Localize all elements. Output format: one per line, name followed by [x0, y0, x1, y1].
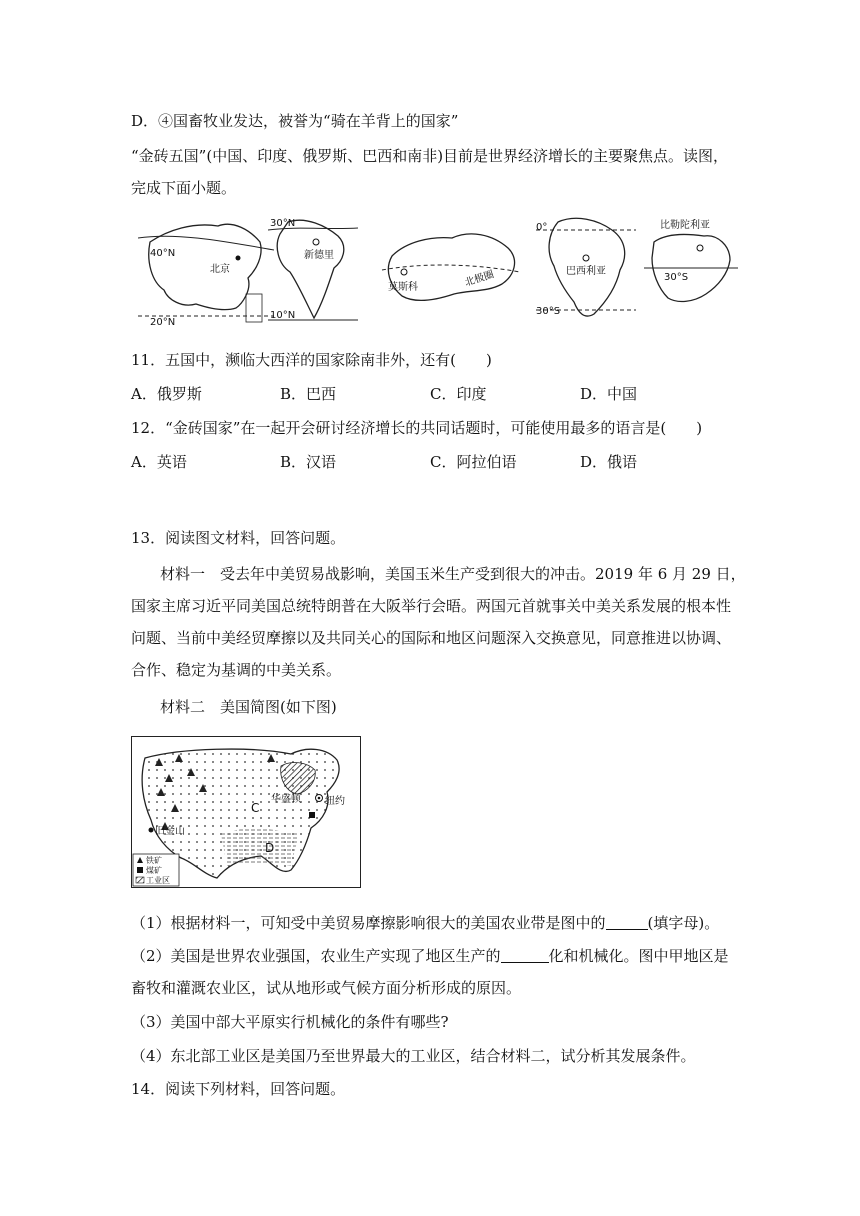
q13-material2: 材料二 美国简图(如下图)	[160, 698, 337, 716]
q13-sub4: （4）东北部工业区是美国乃至世界最大的工业区，结合材料二，试分析其发展条件。	[131, 1047, 696, 1065]
q12-option-b: B．汉语	[280, 453, 337, 471]
q13-material1-line4: 合作、稳定为基调的中美关系。	[131, 661, 342, 679]
q11-option-d: D．中国	[580, 385, 638, 403]
q12-option-d: D．俄语	[580, 453, 638, 471]
q14-stem: 14．阅读下列材料，回答问题。	[131, 1080, 346, 1098]
brazil-map	[536, 212, 636, 330]
us-label-dc: 华盛顿	[271, 794, 301, 805]
q13-sub1-post: (填字母)。	[647, 914, 720, 932]
q13-sub2-pre: （2）美国是世界农业强国，农业生产实现了地区生产的	[131, 947, 501, 965]
india-lat-10: 10°N	[270, 310, 296, 321]
q13-sub2-post: 化和机械化。图中甲地区是	[548, 947, 729, 965]
q13-material1-line1: 材料一 受去年中美贸易战影响，美国玉米生产受到很大的冲击。2019 年 6 月 29 日，	[160, 565, 746, 583]
china-map	[138, 212, 274, 330]
q12-option-c: C．阿拉伯语	[430, 453, 517, 471]
india-lat-30: 30°N	[270, 218, 296, 229]
russia-map	[374, 212, 524, 330]
china-lat-20: 20°N	[150, 317, 176, 328]
q13-stem: 13．阅读图文材料，回答问题。	[131, 529, 346, 547]
q13-sub1	[131, 912, 719, 934]
q11-stem: 11．五国中，濒临大西洋的国家除南非外，还有( )	[131, 351, 492, 369]
q13-sub2	[131, 945, 729, 967]
q13-sub2-blank	[501, 946, 549, 963]
q11-option-b: B．巴西	[280, 385, 337, 403]
us-map	[131, 736, 361, 888]
q13-sub1-pre: （1）根据材料一，可知受中美贸易摩擦影响很大的美国农业带是图中的	[131, 914, 606, 932]
brics-maps	[138, 212, 738, 330]
us-label-c: C	[251, 801, 260, 815]
us-legend-iron: 铁矿	[146, 856, 162, 865]
q11-option-a: A．俄罗斯	[131, 385, 202, 403]
q12-option-a: A．英语	[131, 453, 187, 471]
russia-arctic-circle: 北极圈	[463, 269, 496, 289]
india-city-newdelhi: 新德里	[304, 250, 334, 261]
q10-option-d: D．④国畜牧业发达，被誉为“骑在羊背上的国家”	[131, 112, 459, 130]
china-lat-40: 40°N	[150, 248, 176, 259]
brazil-lat-30: 30°S	[536, 306, 561, 317]
us-label-ny: 纽约	[325, 796, 345, 807]
russia-city-moscow: 莫斯科	[388, 282, 418, 293]
q13-sub3: （3）美国中部大平原实行机械化的条件有哪些?	[131, 1013, 449, 1031]
south-africa-map	[644, 212, 738, 330]
us-label-sf: 旧金山	[155, 826, 185, 837]
brazil-city-brasilia: 巴西利亚	[566, 266, 606, 277]
sa-lat-30: 30°S	[664, 272, 689, 283]
q12-stem: 12．“金砖国家”在一起开会研讨经济增长的共同话题时，可能使用最多的语言是( )	[131, 419, 703, 437]
q13-sub2-line2: 畜牧和灌溉农业区，试从地形或气候方面分析形成的原因。	[131, 979, 522, 997]
sa-city-pretoria: 比勒陀利亚	[660, 220, 710, 231]
intro-line-2: 完成下面小题。	[131, 179, 237, 197]
q13-material1-line3: 问题、当前中美经贸摩擦以及共同关心的国际和地区问题深入交换意见，同意推进以协调、	[131, 629, 732, 647]
q13-material1-line2: 国家主席习近平同美国总统特朗普在大阪举行会晤。两国元首就事关中美关系发展的根本性	[131, 597, 732, 615]
us-legend-coal: 煤矿	[146, 866, 162, 875]
china-city-beijing: 北京	[210, 264, 230, 275]
q11-option-c: C．印度	[430, 385, 487, 403]
us-label-d: D	[265, 841, 275, 855]
q13-sub1-blank	[606, 913, 648, 930]
us-legend-industry: 工业区	[146, 876, 170, 885]
intro-line-1: “金砖五国”(中国、印度、俄罗斯、巴西和南非)目前是世界经济增长的主要聚焦点。读图，	[131, 147, 729, 165]
india-map	[268, 212, 358, 330]
brazil-lat-0: 0°	[536, 222, 548, 233]
